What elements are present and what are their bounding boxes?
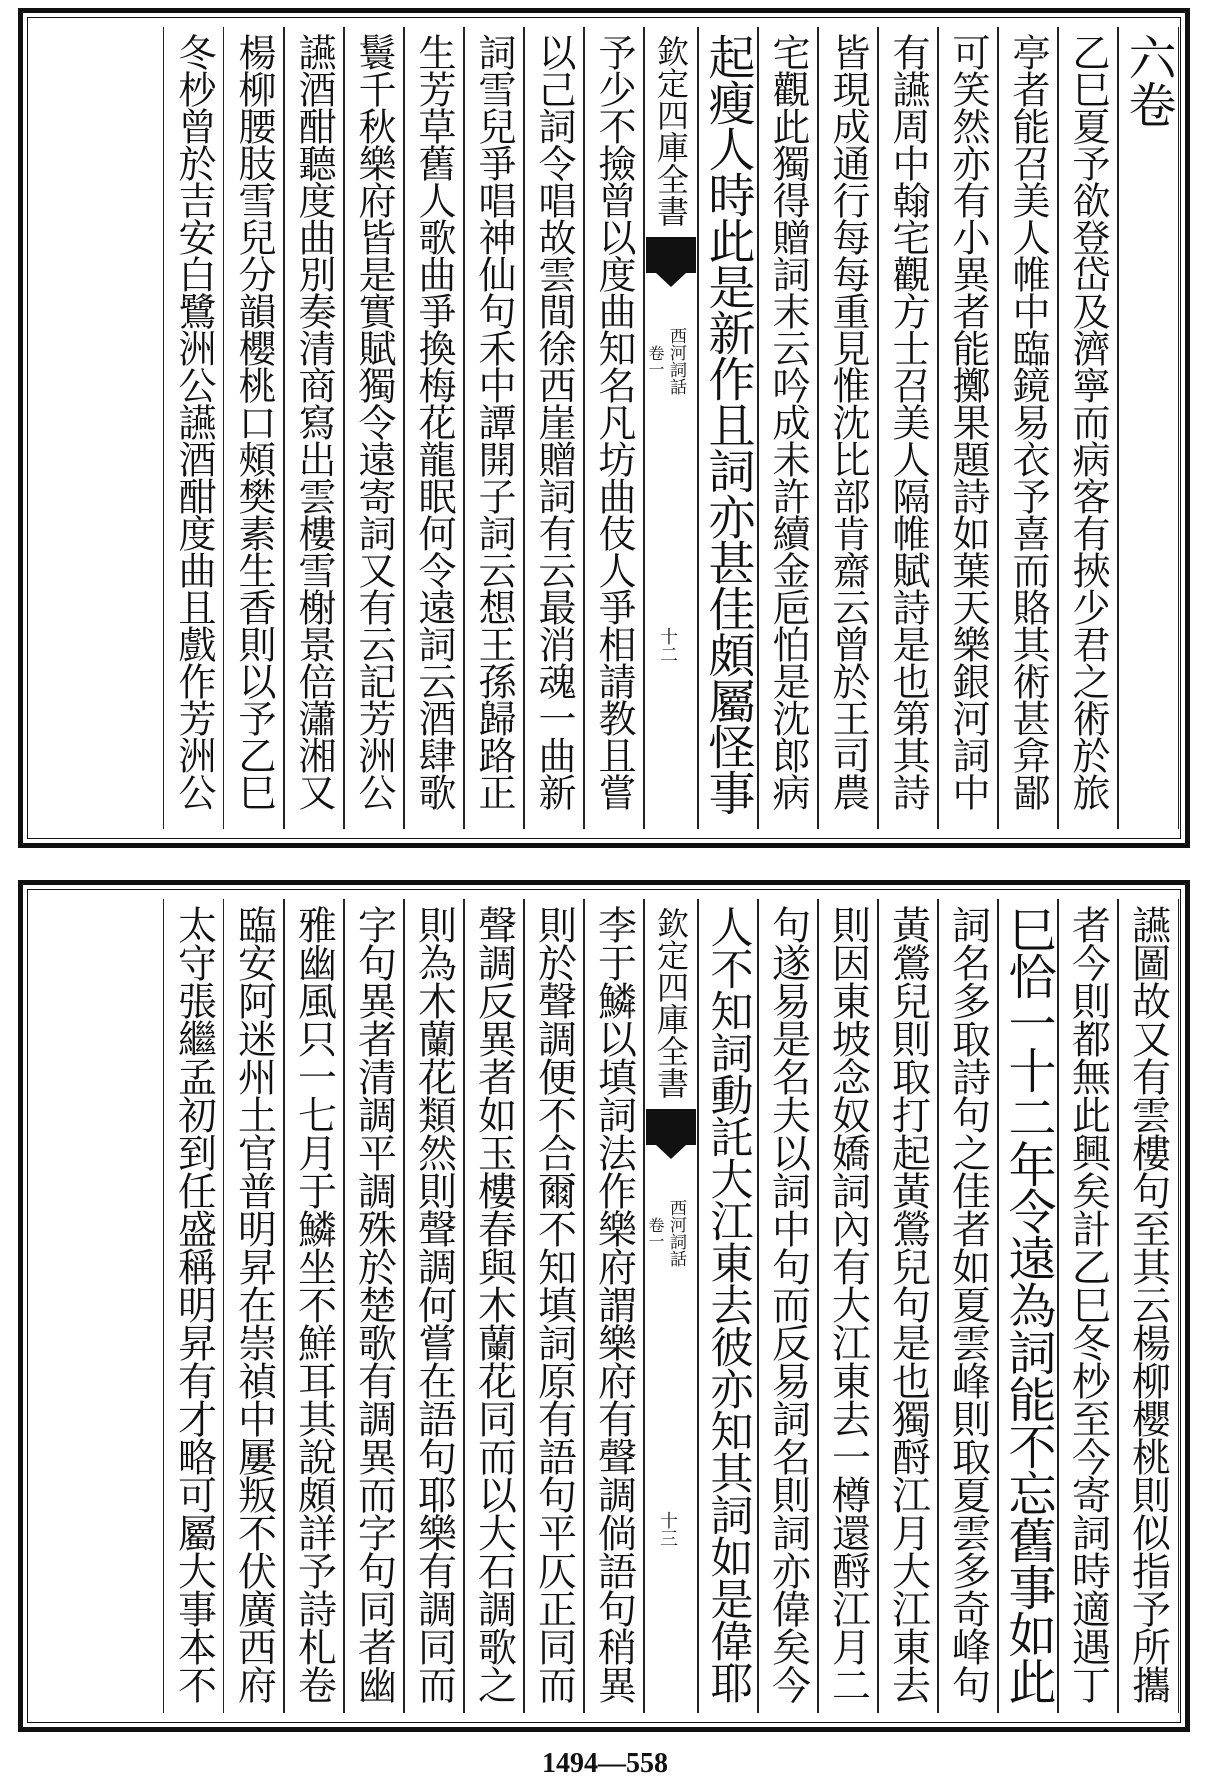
column-text: 鬟千秋樂府皆是實賦獨令遠寄詞又有云記芳洲公 (352, 33, 396, 810)
book-title: 西河詞話 (666, 327, 686, 395)
column-text: 乙巳夏予欲登岱及濟寧而病客有挾少君之術於旅 (1066, 33, 1110, 810)
column-text: 詞雪兒爭唱神仙句禾中譚開子詞云想王孫歸路正 (472, 33, 516, 810)
text-column-right-0 (1117, 899, 1179, 1713)
column-text: 有讌周中翰宅觀方士召美人隔帷賦詩是也第其詩 (886, 33, 930, 810)
text-column-right-6 (757, 899, 819, 1713)
text-column-left-0 (583, 27, 645, 829)
column-text: 可笑然亦有小異者能擲果題詩如葉天樂銀河詞中 (946, 33, 990, 810)
text-column-left-1 (523, 27, 585, 829)
text-column-left-6 (223, 27, 285, 829)
text-column-left-5 (283, 899, 345, 1713)
text-column-left-7 (163, 899, 224, 1713)
bottom-page (18, 880, 1190, 1732)
center-margin (643, 27, 699, 829)
text-column-left-0 (583, 899, 645, 1713)
text-column-right-7 (697, 27, 759, 829)
text-column-right-5 (817, 27, 879, 829)
text-column-right-3 (937, 27, 999, 829)
text-column-right-2 (997, 899, 1059, 1713)
column-text: 生芳草舊人歌曲爭換梅花龍眠何令遠詞云酒肆歌 (412, 33, 456, 810)
column-text: 冬杪曾於吉安白鷺洲公讌酒酣度曲且戲作芳洲公 (172, 33, 216, 810)
text-column-right-4 (877, 899, 939, 1713)
text-column-right-5 (817, 899, 879, 1713)
text-column-right-6 (757, 27, 819, 829)
column-text: 句遂易是名夫以詞中句而反易詞名則詞亦偉矣今 (765, 905, 811, 1703)
text-column-left-7 (163, 27, 224, 829)
column-text: 巳恰一十二年令遠為詞能不忘舊事如此 (1000, 905, 1056, 1704)
column-text: 則因東坡念奴嬌詞內有大江東去一樽還酹江月二 (825, 905, 871, 1703)
text-column-left-4 (343, 899, 405, 1713)
text-column-right-3 (937, 899, 999, 1713)
column-text: 宅觀此獨得贈詞末云吟成未許續金巵怕是沈郎病 (766, 33, 810, 810)
column-text: 則為木蘭花類然則聲調何嘗在語句耶樂有調同而 (411, 905, 457, 1703)
text-column-left-2 (463, 899, 525, 1713)
column-text: 人不知詞動託大江東去彼亦知其詞如是偉耶 (703, 905, 754, 1703)
fish-tail-mark-icon (646, 1109, 696, 1145)
column-text: 雅幽風只一七月于鱗坐不鮮耳其說頗詳予詩札卷 (291, 905, 337, 1703)
text-column-left-5 (283, 27, 345, 829)
text-column-right-0 (1117, 27, 1179, 829)
column-text: 太守張繼孟初到任盛稱明昇有才略可屬大事本不 (171, 905, 217, 1703)
column-text: 者今則都無此興矣計乙巳冬杪至今寄詞時適遇丁 (1065, 905, 1111, 1703)
column-text: 皆現成通行每每重見惟沈比部肯齋云曾於王司農 (826, 33, 870, 810)
column-text: 黃鶯兒則取打起黃鶯兒句是也獨酹江月大江東去 (885, 905, 931, 1703)
text-column-right-7 (697, 899, 759, 1713)
volume-label: 卷一 (646, 345, 665, 377)
leaf-number: 十二 (657, 627, 678, 663)
column-text: 讌圖故又有雲樓句至其云楊柳櫻桃則似指予所攜 (1125, 905, 1171, 1703)
column-text: 予少不撿曾以度曲知名凡坊曲伎人爭相請教且嘗 (592, 33, 636, 810)
column-text: 臨安阿迷州土官普明昇在崇禎中屢叛不伏廣西府 (231, 905, 277, 1703)
text-column-left-4 (343, 27, 405, 829)
text-column-right-4 (877, 27, 939, 829)
center-margin (643, 899, 699, 1713)
text-column-left-3 (403, 27, 465, 829)
volume-label: 卷一 (646, 1217, 665, 1249)
column-text: 楊柳腰肢雪兒分韻櫻桃口頰樊素生香則以予乙巳 (232, 33, 276, 810)
text-column-right-1 (1057, 27, 1119, 829)
page-footer-number: 1494—558 (542, 1748, 668, 1779)
text-column-left-2 (463, 27, 525, 829)
column-text: 李于鱗以填詞法作樂府謂樂府有聲調倘語句稍異 (591, 905, 637, 1703)
column-text: 讌酒酣聽度曲別奏清商寫出雲樓雪榭景倍瀟湘又 (292, 33, 336, 810)
column-text: 字句異者清調平調殊於楚歌有調異而字句同者幽 (351, 905, 397, 1703)
text-column-left-1 (523, 899, 585, 1713)
column-text: 聲調反異者如玉樓春與木蘭花同而以大石調歌之 (471, 905, 517, 1703)
fish-tail-mark-icon (646, 237, 696, 273)
top-page (18, 8, 1190, 848)
column-text: 六卷 (1120, 33, 1176, 127)
library-title: 欽定四庫全書 (652, 907, 690, 1099)
text-column-left-6 (223, 899, 285, 1713)
text-column-left-3 (403, 899, 465, 1713)
text-column-right-2 (997, 27, 1059, 829)
column-text: 起瘦人時此是新作且詞亦甚佳頗屬怪事 (700, 33, 756, 815)
library-title: 欽定四庫全書 (652, 35, 690, 227)
leaf-number: 十三 (657, 1511, 678, 1547)
text-column-right-1 (1057, 899, 1119, 1713)
column-text: 則於聲調便不合爾不知填詞原有語句平仄正同而 (531, 905, 577, 1703)
column-text: 詞名多取詩句之佳者如夏雲峰則取夏雲多奇峰句 (945, 905, 991, 1703)
column-text: 以己詞令唱故雲間徐西崖贈詞有云最消魂一曲新 (532, 33, 576, 810)
book-title: 西河詞話 (666, 1199, 686, 1267)
column-text: 亭者能召美人帷中臨鏡易衣予喜而賂其術甚弇鄙 (1006, 33, 1050, 810)
